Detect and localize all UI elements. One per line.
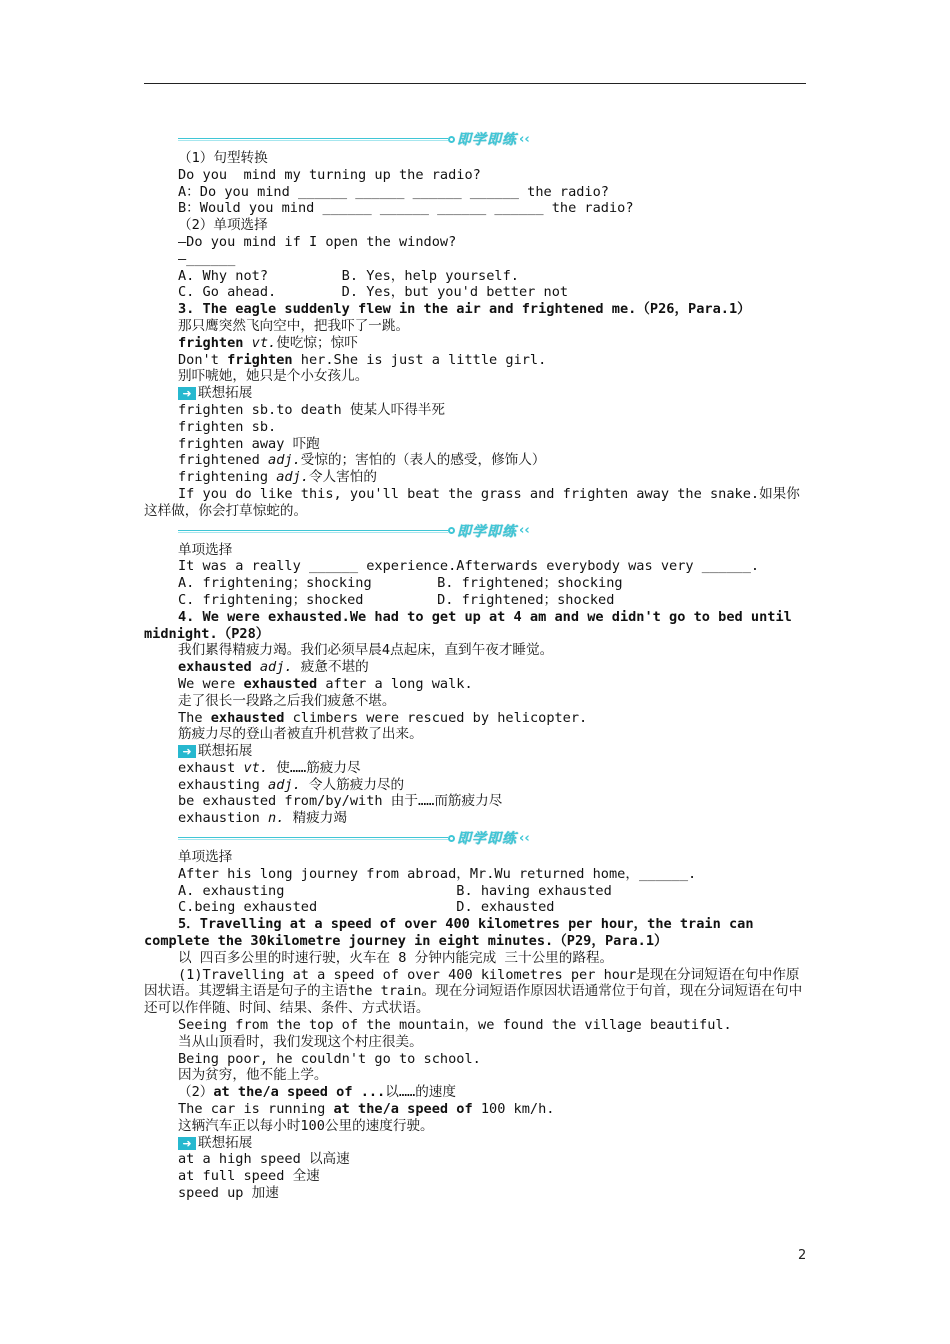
point-title: 5．Travelling at a speed of over 400 kilometres per hour，the train can complete the 30kilometre journey in eight minutes.（P29，Para.1）	[144, 916, 754, 950]
example: Being poor, he couldn't go to school.	[178, 1050, 481, 1067]
extension-label: 联想拓展	[198, 1134, 253, 1151]
example-text: 100 km/h.	[472, 1101, 555, 1118]
vocab-word: frighten	[178, 334, 244, 351]
extension-item	[144, 760, 806, 777]
extension-heading	[144, 1135, 806, 1152]
circle-icon	[448, 835, 455, 842]
extension-word: exhausting	[178, 776, 269, 793]
divider-label: 即学即练	[457, 831, 517, 848]
example-keyword: exhausted	[243, 675, 318, 692]
divider-label: 即学即练	[457, 523, 517, 540]
exercise-question: After his long journey from abroad，Mr.Wu returned home，______.	[178, 865, 697, 882]
translation: 因为贫穷，他不能上学。	[178, 1067, 328, 1084]
extension-word: frightening	[178, 469, 277, 486]
extension-item: frighten sb.	[178, 418, 277, 435]
note-number: （2）	[178, 1084, 214, 1101]
extension-word: exhaustion	[178, 810, 269, 827]
definition: 使吃惊；惊吓	[276, 334, 358, 351]
point-title: 3. The eagle suddenly flew in the air and frightened me.（P26，Para.1）	[178, 301, 751, 318]
translation: 以 四百多公里的时速行驶，火车在 8 分钟内能完成 三十公里的路程。	[178, 949, 614, 966]
extension-item: at a high speed 以高速	[178, 1151, 350, 1168]
example	[144, 352, 806, 369]
definition: 精疲力竭	[284, 810, 347, 827]
answer-blank: —______	[178, 250, 236, 267]
translation: 我们累得精疲力竭。我们必须早晨4点起床，直到午夜才睡觉。	[178, 642, 554, 659]
vocab-word: exhausted	[178, 659, 252, 676]
phrase: at the/a speed of ...	[213, 1084, 386, 1101]
exercise-line: A：Do you mind ______ ______ ______ ______ the radio?	[178, 183, 609, 200]
example	[144, 710, 806, 727]
translation: 那只鹰突然飞向空中，把我吓了一跳。	[178, 317, 410, 334]
part-of-speech: adj.	[276, 469, 309, 486]
arrow-right-icon: ➜	[178, 387, 196, 400]
part-of-speech: adj.	[259, 659, 293, 676]
definition: 疲惫不堪的	[292, 659, 369, 676]
exercise-options: A. Why not? B. Yes，help yourself.	[178, 267, 519, 284]
exercise-options: C. Go ahead. D. Yes，but you'd better not	[178, 284, 569, 301]
circle-icon	[448, 136, 455, 143]
extension-item: frighten sb.to death 使某人吓得半死	[178, 401, 446, 418]
part-of-speech: adj.	[268, 776, 301, 793]
extension-word: frightened	[178, 452, 269, 469]
page-number: 2	[798, 1248, 807, 1263]
example-text: We were	[178, 675, 244, 692]
grammar-note: (1)Travelling at a speed of over 400 kilometres per hour是现在分词短语在句中作原因状语。其逻辑主语是句子的主语the train。现在分词短语作原因状语通常位于句首，现在分词短语在句中还可以作伴随、时间、结果、条件、方式状语。	[144, 966, 803, 1017]
example	[144, 676, 806, 693]
vocab-entry	[144, 659, 806, 676]
vocab-entry	[144, 335, 806, 352]
circle-icon	[448, 527, 455, 534]
example-keyword: frighten	[227, 351, 293, 368]
part-of-speech: adj.	[268, 452, 301, 469]
translation: 当从山顶看时，我们发现这个村庄很美。	[178, 1033, 423, 1050]
extension-heading	[144, 743, 806, 760]
grammar-note	[144, 1084, 806, 1101]
exercise-options: C. frightening；shocked D. frightened；shocked	[178, 591, 615, 608]
extension-label: 联想拓展	[198, 385, 253, 402]
part-of-speech: vt.	[243, 759, 269, 776]
document-body	[144, 128, 806, 1202]
practice-divider	[144, 128, 806, 150]
translation: 这辆汽车正以每小时100公里的速度行驶。	[178, 1117, 434, 1134]
double-chevron-icon: ‹‹	[519, 131, 530, 147]
example-text: climbers were rescued by helicopter.	[284, 709, 588, 726]
point-title: 4. We were exhausted.We had to get up at 4 am and we didn't go to bed until midnight.（P28）	[144, 608, 792, 642]
extension-label: 联想拓展	[198, 743, 253, 760]
translation: 筋疲力尽的登山者被直升机营救了出来。	[178, 726, 423, 743]
extension-item	[144, 777, 806, 794]
example-keyword: exhausted	[210, 709, 285, 726]
arrow-right-icon: ➜	[178, 745, 196, 758]
extension-word: exhaust	[178, 759, 244, 776]
example-text: The	[178, 709, 211, 726]
exercise-question: Do you mind my turning up the radio?	[178, 166, 481, 183]
extension-item	[144, 469, 806, 486]
exercise-options: C.being exhausted D. exhausted	[178, 899, 555, 916]
section-heading: 单项选择	[178, 541, 233, 558]
exercise-options: A. exhausting B. having exhausted	[178, 882, 612, 899]
extension-heading	[144, 385, 806, 402]
example	[144, 1101, 806, 1118]
example-text: Don't	[178, 351, 228, 368]
double-chevron-icon: ‹‹	[519, 523, 530, 539]
part-of-speech: vt.	[251, 334, 277, 351]
example-keyword: at the/a speed of	[333, 1101, 473, 1118]
divider-label: 即学即练	[457, 132, 517, 148]
section-heading: 单项选择	[178, 849, 233, 866]
section-heading: （1）句型转换	[178, 150, 268, 166]
arrow-right-icon: ➜	[178, 1137, 196, 1150]
exercise-question: —Do you mind if I open the window?	[178, 233, 457, 250]
translation: 走了很长一段路之后我们疲惫不堪。	[178, 692, 396, 709]
extension-item: speed up 加速	[178, 1185, 279, 1202]
part-of-speech: n.	[268, 810, 285, 827]
exercise-options: A. frightening；shocking B. frightened；shocking	[178, 575, 623, 592]
section-heading: （2）单项选择	[178, 217, 268, 234]
extension-item	[144, 452, 806, 469]
exercise-question: It was a really ______ experience.Afterwards everybody was very ______.	[178, 558, 760, 575]
practice-divider	[144, 827, 806, 849]
translation: 别吓唬她，她只是个小女孩儿。	[178, 368, 369, 385]
example-text: her.She is just a little girl.	[292, 351, 547, 368]
definition: 令人害怕的	[308, 469, 377, 486]
example-text: after a long walk.	[317, 675, 473, 692]
definition: 令人筋疲力尽的	[300, 776, 405, 793]
example: Seeing from the top of the mountain，we found the village beautiful.	[178, 1017, 732, 1034]
definition: 使……筋疲力尽	[268, 759, 361, 776]
extension-item: at full speed 全速	[178, 1168, 320, 1185]
practice-divider	[144, 520, 806, 542]
exercise-line: B：Would you mind ______ ______ ______ ______ the radio?	[178, 200, 634, 217]
header-rule	[144, 83, 806, 84]
extension-item: frighten away 吓跑	[178, 435, 320, 452]
extension-example: If you do like this, you'll beat the grass and frighten away the snake.如果你这样做，你会打草惊蛇的。	[144, 485, 800, 519]
extension-item	[144, 810, 806, 827]
definition: 以……的速度	[385, 1084, 456, 1101]
double-chevron-icon: ‹‹	[519, 830, 530, 846]
definition: 受惊的；害怕的（表人的感受，修饰人）	[300, 452, 546, 469]
extension-item: be exhausted from/by/with 由于……而筋疲力尽	[178, 793, 503, 810]
example-text: The car is running	[178, 1101, 334, 1118]
